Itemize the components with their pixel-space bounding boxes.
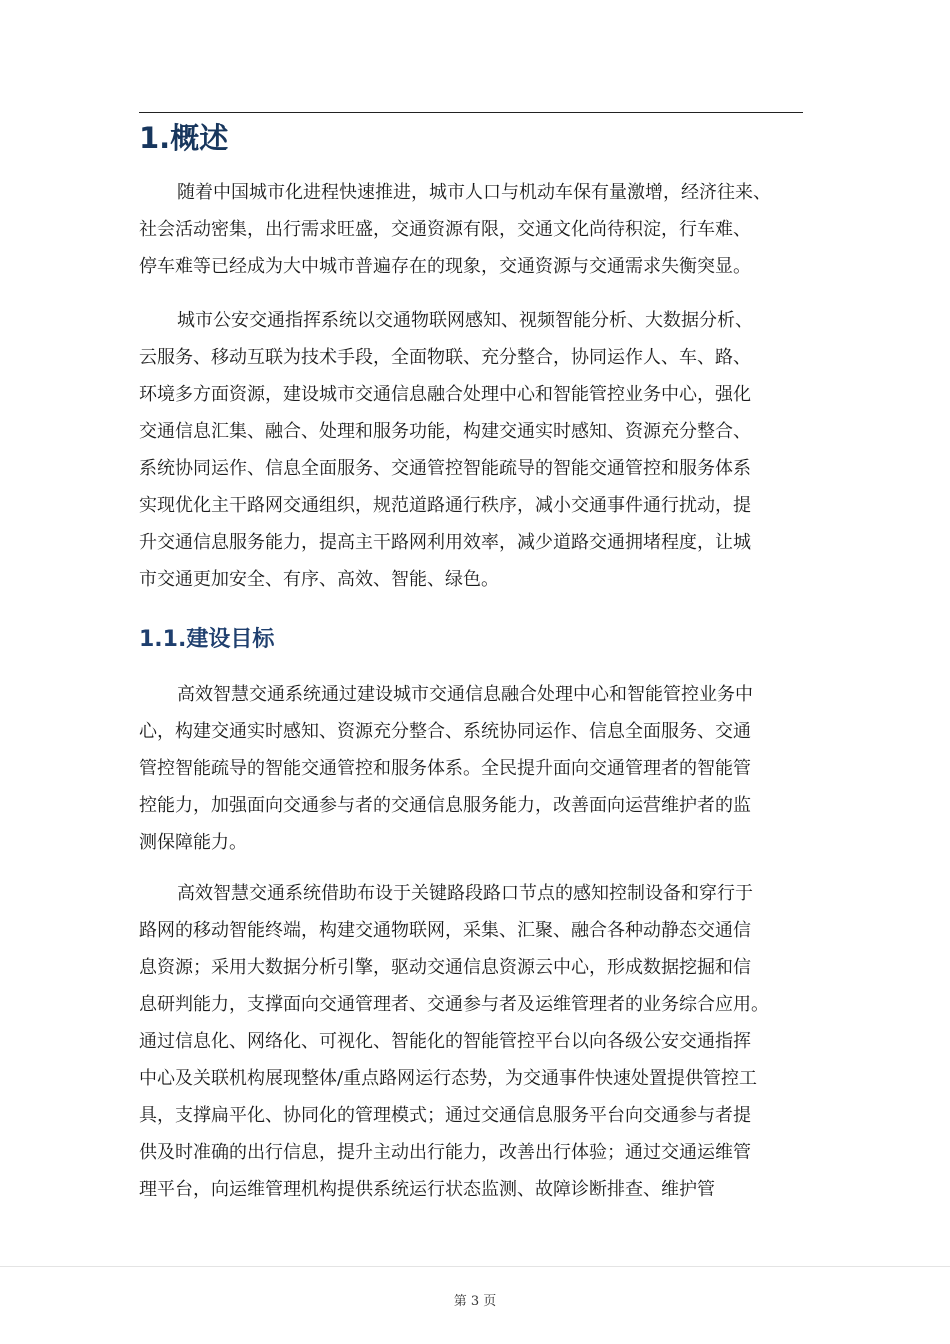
paragraph-line: 控能力，加强面向交通参与者的交通信息服务能力，改善面向运营维护者的监: [139, 795, 751, 816]
paragraph-line: 中心及关联机构展现整体/重点路网运行态势，为交通事件快速处置提供管控工: [139, 1068, 758, 1089]
section-heading-1: 1.概述: [139, 121, 229, 155]
paragraph-line: 环境多方面资源，建设城市交通信息融合处理中心和智能管控业务中心，强化: [139, 384, 751, 405]
paragraph-line: 随着中国城市化进程快速推进，城市人口与机动车保有量激增，经济往来、: [177, 182, 771, 203]
paragraph-line: 实现优化主干路网交通组织，规范道路通行秩序，减小交通事件通行扰动，提: [139, 495, 751, 516]
paragraph-line: 具，支撑扁平化、协同化的管理模式；通过交通信息服务平台向交通参与者提: [139, 1105, 751, 1126]
paragraph-line: 供及时准确的出行信息，提升主动出行能力，改善出行体验；通过交通运维管: [139, 1142, 751, 1163]
paragraph-line: 路网的移动智能终端，构建交通物联网，采集、汇聚、融合各种动静态交通信: [139, 920, 751, 941]
paragraph-line: 停车难等已经成为大中城市普遍存在的现象，交通资源与交通需求失衡突显。: [139, 256, 751, 277]
footer-rule: [0, 1266, 950, 1267]
page-number: 第 3 页: [453, 1294, 497, 1309]
paragraph-line: 系统协同运作、信息全面服务、交通管控智能疏导的智能交通管控和服务体系: [139, 458, 751, 479]
paragraph-line: 息研判能力，支撑面向交通管理者、交通参与者及运维管理者的业务综合应用。: [139, 994, 769, 1015]
paragraph-line: 理平台，向运维管理机构提供系统运行状态监测、故障诊断排查、维护管: [139, 1179, 715, 1200]
paragraph-line: 社会活动密集，出行需求旺盛，交通资源有限，交通文化尚待积淀，行车难、: [139, 219, 751, 240]
paragraph-line: 高效智慧交通系统通过建设城市交通信息融合处理中心和智能管控业务中: [177, 684, 753, 705]
paragraph-line: 城市公安交通指挥系统以交通物联网感知、视频智能分析、大数据分析、: [177, 310, 753, 331]
paragraph-line: 交通信息汇集、融合、处理和服务功能，构建交通实时感知、资源充分整合、: [139, 421, 751, 442]
paragraph-line: 息资源；采用大数据分析引擎，驱动交通信息资源云中心，形成数据挖掘和信: [139, 957, 751, 978]
paragraph-line: 市交通更加安全、有序、高效、智能、绿色。: [139, 569, 499, 590]
paragraph-line: 云服务、移动互联为技术手段，全面物联、充分整合，协同运作人、车、路、: [139, 347, 751, 368]
header-rule: [139, 112, 803, 113]
section-heading-2: 1.1.建设目标: [139, 627, 275, 652]
paragraph-line: 心，构建交通实时感知、资源充分整合、系统协同运作、信息全面服务、交通: [139, 721, 751, 742]
paragraph-line: 通过信息化、网络化、可视化、智能化的智能管控平台以向各级公安交通指挥: [139, 1031, 751, 1052]
paragraph-line: 升交通信息服务能力，提高主干路网利用效率，减少道路交通拥堵程度，让城: [139, 532, 751, 553]
paragraph-line: 测保障能力。: [139, 832, 247, 853]
paragraph-line: 高效智慧交通系统借助布设于关键路段路口节点的感知控制设备和穿行于: [177, 883, 753, 904]
paragraph-line: 管控智能疏导的智能交通管控和服务体系。全民提升面向交通管理者的智能管: [139, 758, 751, 779]
